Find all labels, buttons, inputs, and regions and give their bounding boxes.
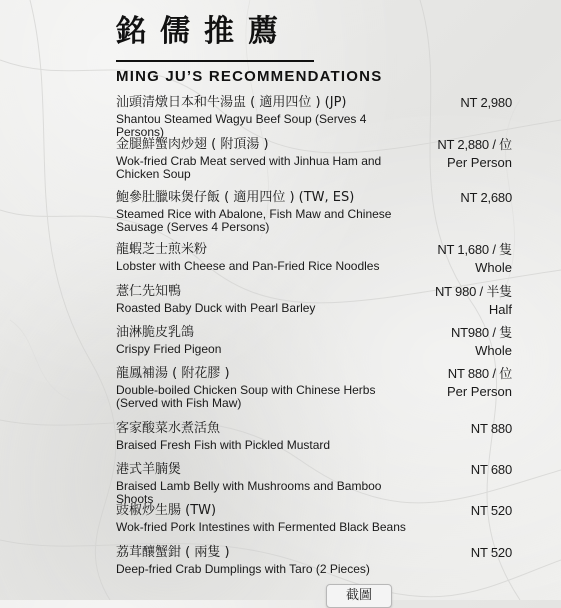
item-chinese-name: 港式羊腩煲 (116, 462, 182, 477)
chinese-title: 銘儒推薦 (116, 14, 292, 49)
menu-item (116, 420, 512, 452)
item-chinese-name: 鮑參肚臘味煲仔飯 ( 適用四位 ) (TW, ES) (116, 190, 355, 205)
menu-item (116, 365, 512, 410)
item-chinese-name: 龍鳳補湯 ( 附花膠 ) (116, 366, 230, 381)
menu-item (116, 283, 512, 318)
menu-item (116, 461, 512, 506)
item-chinese-name: 汕頭清燉日本和牛湯盅 ( 適用四位 ) (JP) (116, 95, 347, 110)
english-title: MING JU’S RECOMMENDATIONS (116, 68, 383, 85)
item-english-name: Wok-fried Pork Intestines with Fermented Black Beans (116, 520, 406, 534)
item-price: NT 680 (470, 462, 512, 477)
item-english-name: Wok-fried Crab Meat served with Jinhua Ham and Chicken Soup (116, 154, 382, 181)
item-chinese-name: 荔茸釀蟹鉗 ( 兩隻 ) (116, 545, 230, 560)
item-price: NT 880 (470, 421, 512, 436)
item-chinese-name: 豉椒炒生腸 (TW) (116, 503, 217, 518)
item-price: NT 2,880 / 位 (437, 137, 512, 152)
item-price: NT980 / 隻 (450, 325, 512, 340)
item-price: NT 2,980 (460, 95, 512, 110)
item-english-name: Braised Fresh Fish with Pickled Mustard (116, 438, 331, 452)
item-chinese-name: 龍蝦芝士煎米粉 (116, 242, 208, 257)
item-english-name: Crispy Fried Pigeon (116, 342, 222, 356)
item-unit: Whole (475, 343, 512, 358)
item-unit: Per Person (446, 155, 512, 170)
item-english-name: Steamed Rice with Abalone, Fish Maw and Chinese Sausage (Serves 4 Persons) (116, 207, 392, 234)
item-price: NT 520 (470, 545, 512, 560)
item-price: NT 980 / 半隻 (434, 284, 512, 299)
item-unit: Whole (475, 260, 512, 275)
item-english-name: Roasted Baby Duck with Pearl Barley (116, 301, 316, 315)
item-chinese-name: 薏仁先知鴨 (116, 284, 182, 299)
screenshot-button[interactable]: 截圖 (326, 584, 392, 608)
item-price: NT 520 (470, 503, 512, 518)
title-divider (116, 60, 314, 62)
item-price: NT 1,680 / 隻 (437, 242, 512, 257)
item-english-name: Lobster with Cheese and Pan-Fried Rice Noodles (116, 259, 380, 273)
item-unit: Per Person (446, 384, 512, 399)
menu-item (116, 324, 512, 359)
menu-header (116, 12, 416, 85)
item-english-name: Shantou Steamed Wagyu Beef Soup (Serves 4 Persons) (116, 112, 367, 139)
menu-item (116, 544, 512, 576)
item-price: NT 880 / 位 (447, 366, 512, 381)
item-unit: Half (488, 302, 512, 317)
item-chinese-name: 油淋脆皮乳鴿 (116, 325, 195, 340)
menu-item (116, 189, 512, 234)
menu-item (116, 241, 512, 276)
item-price: NT 2,680 (460, 190, 512, 205)
item-english-name: Deep-fried Crab Dumplings with Taro (2 Pieces) (116, 562, 370, 576)
item-english-name: Braised Lamb Belly with Mushrooms and Bamboo Shoots (116, 479, 382, 506)
item-chinese-name: 客家酸菜水煮活魚 (116, 421, 221, 436)
menu-item (116, 136, 512, 181)
item-chinese-name: 金腿鮮蟹肉炒翅 ( 附頂湯 ) (116, 137, 269, 152)
item-english-name: Double-boiled Chicken Soup with Chinese Herbs (Served with Fish Maw) (116, 383, 376, 410)
menu-item (116, 502, 512, 534)
menu-item (116, 94, 512, 139)
